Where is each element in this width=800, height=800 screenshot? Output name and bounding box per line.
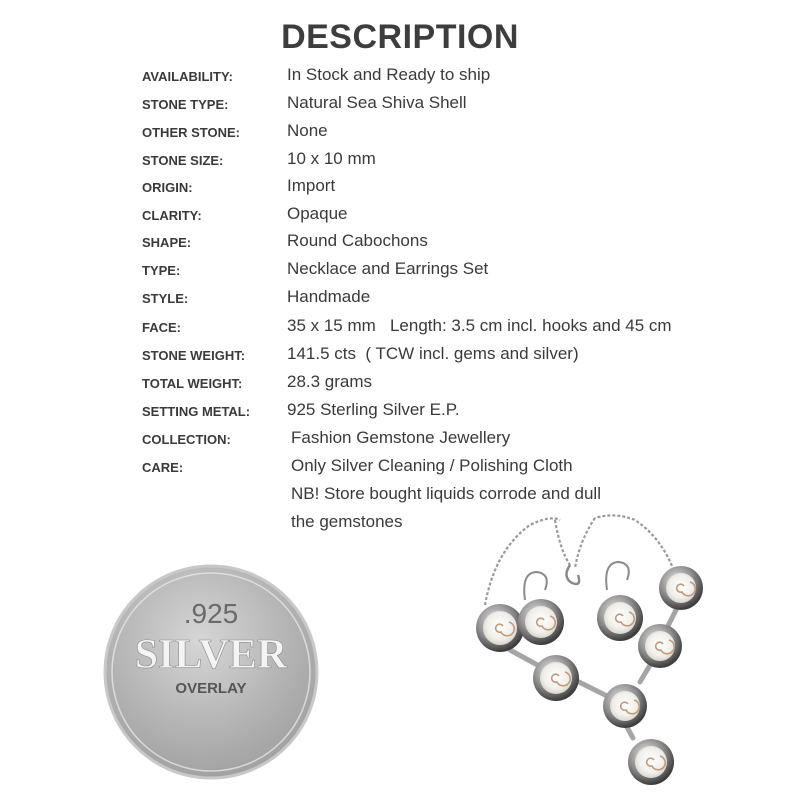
spec-row-stone-type <box>0 90 800 116</box>
spec-value: NB! Store bought liquids corrode and dull <box>291 484 601 503</box>
page-title: DESCRIPTION <box>281 18 519 56</box>
spec-row-clarity <box>0 201 800 227</box>
spec-value: Round Cabochons <box>287 231 428 250</box>
spec-value: Only Silver Cleaning / Polishing Cloth <box>291 456 573 475</box>
spec-value: 10 x 10 mm <box>287 149 376 168</box>
spec-label: COLLECTION: <box>142 432 231 447</box>
spec-label: SETTING METAL: <box>142 404 251 419</box>
spec-label: CLARITY: <box>142 208 202 223</box>
spec-value: None <box>287 121 328 140</box>
spec-row-stone-size <box>0 146 800 172</box>
spec-label: STONE TYPE: <box>142 97 229 112</box>
spec-row-face <box>0 313 800 339</box>
spec-row-care-note <box>0 481 800 507</box>
spec-value: 925 Sterling Silver E.P. <box>287 400 460 419</box>
spec-row-care <box>0 453 800 479</box>
clasp <box>566 565 579 584</box>
spec-value: Opaque <box>287 204 348 223</box>
spec-value: Handmade <box>287 287 371 306</box>
spec-label: SHAPE: <box>142 235 192 250</box>
spec-value: Import <box>287 176 336 195</box>
shell-stones <box>476 566 703 785</box>
necklace-earrings-photo <box>455 510 745 790</box>
spec-label: STONE WEIGHT: <box>142 348 246 363</box>
chain <box>485 515 677 605</box>
spec-label: TYPE: <box>142 263 181 278</box>
spec-label: ORIGIN: <box>142 180 193 195</box>
earring-hooks <box>524 562 629 600</box>
badge-silver-text: SILVER <box>134 632 288 678</box>
spec-row-setting-metal <box>0 397 800 423</box>
spec-value: the gemstones <box>291 512 403 531</box>
spec-label: STONE SIZE: <box>142 153 224 168</box>
spec-row-collection <box>0 425 800 451</box>
silver-overlay-badge <box>102 563 320 781</box>
spec-value: Natural Sea Shiva Shell <box>287 93 467 112</box>
spec-label: FACE: <box>142 320 181 335</box>
spec-value: 28.3 grams <box>287 372 373 391</box>
badge-overlay-text: OVERLAY <box>175 680 247 697</box>
spec-row-stone-weight <box>0 341 800 367</box>
spec-value: Necklace and Earrings Set <box>287 259 489 278</box>
spec-row-other-stone <box>0 118 800 144</box>
spec-row-origin <box>0 173 800 199</box>
spec-label: STYLE: <box>142 291 189 306</box>
spec-value: 141.5 cts ( TCW incl. gems and silver) <box>287 344 579 363</box>
spec-row-style <box>0 284 800 310</box>
spec-label: TOTAL WEIGHT: <box>142 376 243 391</box>
spec-label: CARE: <box>142 460 184 475</box>
spec-row-total-weight <box>0 369 800 395</box>
spec-row-shape <box>0 228 800 254</box>
spec-row-type <box>0 256 800 282</box>
spec-label: AVAILABILITY: <box>142 69 233 84</box>
spec-value: In Stock and Ready to ship <box>287 65 491 84</box>
spec-value: Fashion Gemstone Jewellery <box>291 428 511 447</box>
spec-label: OTHER STONE: <box>142 125 240 140</box>
badge-925-text: .925 <box>183 598 239 629</box>
spec-value: 35 x 15 mm Length: 3.5 cm incl. hooks and 45 cm <box>287 316 672 335</box>
spec-row-availability <box>0 62 800 88</box>
